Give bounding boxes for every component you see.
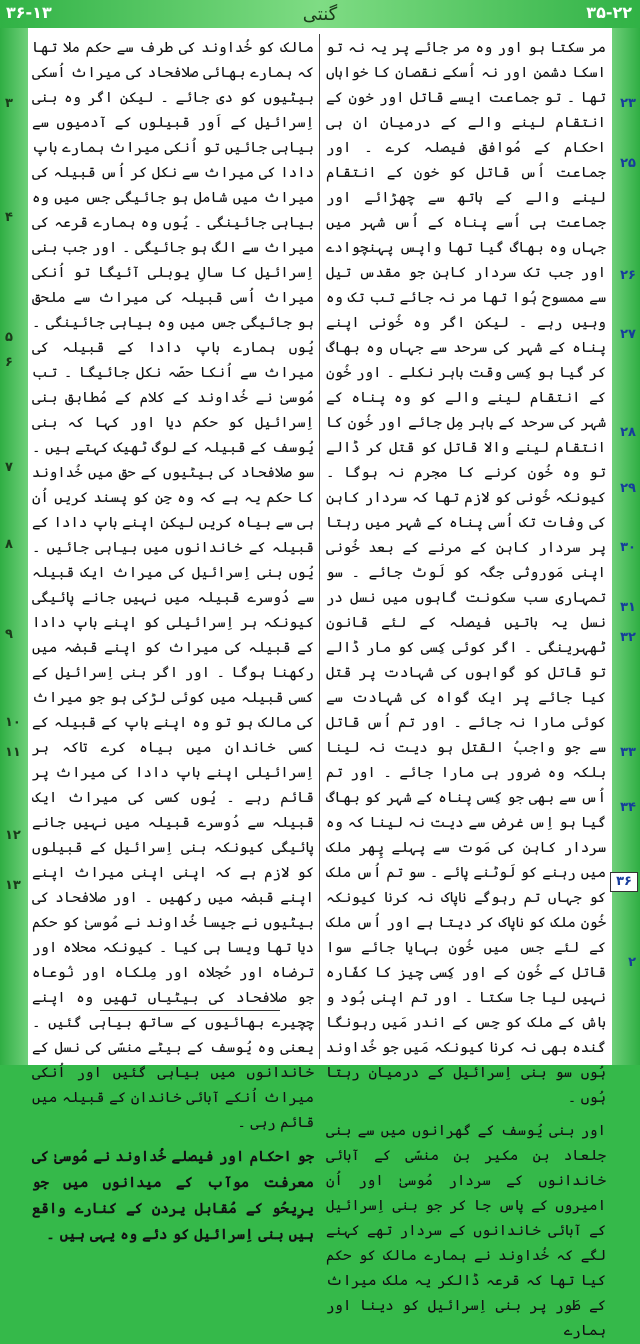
right-verse-number: ۳۱ <box>620 600 636 615</box>
right-verse-number: ۲۷ <box>620 327 636 342</box>
right-verse-number: ۳۴ <box>620 800 636 815</box>
left-verse-number: ۳ <box>5 96 13 111</box>
right-verse-number: ۳۳ <box>620 745 636 760</box>
right-verse-number: ۲۶ <box>620 268 636 283</box>
left-verse-number: ۹ <box>5 627 13 642</box>
right-chapter-reference: ۳۵-۲۲ <box>586 3 632 22</box>
right-column-paragraph-2: اور بنی یُوسف کے گھرانوں میں سے بنی جلعاد بن مکیر بن منسّی کے آبائی خاندانوں کے سردار مُوسیٰ اور اُن امیروں کے پاس جا کر جو بنی اِسرائیل کے آبائی خاندانوں کے سردار تھے کہنے لگے کہ خُداوند نے ہمارے مالک کو حکم کیا تھا کہ قرعہ ڈالکر یہ ملک میراث کے طَور پر بنی اِسرائیل کو دینا اور ہمارے <box>326 1123 606 1339</box>
chapter-marker: ۳۶ <box>610 872 638 892</box>
left-verse-number: ۴ <box>5 210 13 225</box>
right-verse-number: ۲۳ <box>620 96 636 111</box>
page-header <box>0 0 640 28</box>
column-divider <box>319 34 320 1059</box>
left-column-paragraph: مالک کو خُداوند کی طرف سے حکم ملا تھا کہ ہمارے بھائی صلافحاد کی میراث اُسکی بیٹیوں کو دی جائے ۔ لیکن اگر وہ بنی اِسرائیل کے اَور قبیلوں کے آدمیوں سے بیاہی جائیں تو اُنکی میراث ہمارے باپ دادا کی میراث سے نکل کر اُس قبیلہ کی میراث میں شامل ہو جائیگی جس میں وہ بیاہی جائینگی ۔ یُوں وہ ہمارے قرعہ کی میراث سے الگ ہو جائیگی ۔ اور جب بنی اِسرائیل کا سالِ یوبلی آئیگا تو اُنکی میراث اُسی قبیلہ کی میراث سے ملحق ہو جائیگی جس میں وہ بیاہی جائینگی ۔ یُوں ہمارے باپ دادا کے قبیلہ کی میراث سے اُنکا حصّہ نکل جائیگا ۔ تب مُوسیٰ نے خُداوند کے کلام کے مُطابق بنی اِسرائیل کو حکم دیا اور کہا کہ بنی یُوسف کے قبیلہ کے لوگ ٹھیک کہتے ہیں ۔ سو صلافحاد کی بیٹیوں کے حق میں خُداوند کا حکم یہ ہے کہ وہ جِن کو پسند کریں اُن ہی سے بیاہ کریں لیکن اپنے باپ دادا کے قبیلہ کے خاندانوں میں بیاہی جائیں ۔ یُوں بنی اِسرائیل کی میراث ایک قبیلہ سے دُوسرے قبیلہ میں نہیں جانے پائیگی کیونکہ ہر اِسرائیلی کو اپنے باپ دادا کے قبیلہ کی میراث کو اپنے قبضہ میں رکھنا ہوگا ۔ اور اگر بنی اِسرائیل کے کسی قبیلہ میں کوئی لڑکی ہو جو میراث کی مالک ہو تو وہ اپنے باپ کے قبیلہ کے کسی خاندان میں بیاہ کرے تاکہ ہر اِسرائیلی اپنے باپ دادا کی میراث پر قائم رہے ۔ یُوں کسی کی میراث ایک قبیلہ سے دُوسرے قبیلہ میں نہیں جانے پائیگی کیونکہ بنی اِسرائیل کے قبیلوں کو لازم ہے کہ اپنی اپنی میراث اپنے اپنے قبضہ میں رکھیں ۔ اور صلافحاد کی بیٹیوں نے جیسا خُداوند نے مُوسیٰ کو حکم دیا تھا ویسا ہی کیا ۔ کیونکہ محلاہ اور ترضاہ اور حُجلاہ اور مِلکاہ اور نُوعاہ جو صلافحاد کی بیٹیاں تھیں وہ اپنے چچیرے بھائیوں کے ساتھ بیاہی گئیں ۔ یعنی وہ یُوسف کے بیٹے منسّی کی نسل کے خاندانوں میں بیاہی گئیں اور اُنکی میراث اُنکے آبائی خاندان کے قبیلہ میں قائم رہی ۔ <box>32 40 314 1131</box>
right-column-text <box>326 36 606 1344</box>
left-column-text <box>32 36 314 1248</box>
right-verse-number: ۳۲ <box>620 630 636 645</box>
right-verse-number: ۲۵ <box>620 156 636 171</box>
right-verse-number: ۲۹ <box>620 481 636 496</box>
right-column-paragraph: مر سکتا ہو اور وہ مر جائے پر یہ نہ تو اسکا دشمن اور نہ اُسکے نقصان کا خواہاں تھا ۔ تو جماعت ایسے قاتل اور خون کے انتقام لینے والے کے درمیان ان ہی احکام کے مُوافق فیصلہ کرے ۔ اور جماعت اُس قاتل کو خون کے انتقام لینے والے کے ہاتھ سے چھڑائے اور جماعت ہی اُسے پناہ کے اُس شہر میں جہاں وہ بھاگ گیا تھا واپس پہنچوادے اور جب تک سردار کاہن جو مقدس تیل سے ممسوح ہُوا تھا مر نہ جائے تب تک وہ وہیں رہے ۔ لیکن اگر وہ خُونی اپنے پناہ کے شہر کی سرحد سے جہاں وہ بھاگ کر گیا ہو کِسی وقت باہر نکلے ۔ اور خُون کے انتقام لینے والے کو وہ پناہ کے شہر کی سرحد کے باہر مِل جائے اور خُون کا انتقام لینے والا قاتل کو قتل کر ڈالے تو وہ خُون کرنے کا مجرم نہ ہوگا ۔ کیونکہ خُونی کو لازم تھا کہ سردار کاہن کی وفات تک اُسی پناہ کے شہر میں رہتا پر سردار کاہن کے مرنے کے بعد خُونی اپنی مَوروثی جگہ کو لَوٹ جائے ۔ سو تمہاری سب سکونت گاہوں میں نسل در نسل یہ باتیں فیصلہ کے لئے قانون ٹھہرینگی ۔ اگر کوئی کِسی کو مار ڈالے تو قاتل کو گواہوں کی شہادت پر قتل کیا جائے پر ایک گواہ کی شہادت سے کوئی مارا نہ جائے ۔ اور تم اُس قاتل سے جو واجبُ القتل ہو دیت نہ لینا بلکہ وہ ضرور ہی مارا جائے ۔ اور تم اُس سے بھی جو کِسی پناہ کے شہر کو بھاگ گیا ہو اِس غرض سے دیت نہ لینا کہ وہ سردار کاہن کی مَوت سے پہلے پِھر ملک میں رہنے کو لَوٹنے پائے ۔ سو تم اُس ملک کو جہاں تم رہوگے ناپاک نہ کرنا کیونکہ خُون ملک کو ناپاک کر دیتا ہے اور اُس ملک کے لئے جس میں خُون بہایا جائے سوا قاتل کے خُون کے اور کِسی چیز کا کفّارہ نہیں لیا جا سکتا ۔ اور تم اپنی بُود و باش کے ملک کو جِس کے اندر مَیں رہونگا گندہ بھی نہ کرنا کیونکہ مَیں جو خُداوند ہُوں سو بنی اِسرائیل کے درمیان رہتا ہُوں ۔ <box>326 40 606 1106</box>
left-verse-number: ۸ <box>5 537 13 552</box>
book-title: گنتی <box>302 4 338 25</box>
left-chapter-reference: ۳۶-۱۳ <box>6 3 52 22</box>
left-verse-number: ۱۱ <box>5 745 21 760</box>
right-verse-number: ۲۸ <box>620 425 636 440</box>
left-verse-number: ۱۲ <box>5 828 21 843</box>
left-verse-number: ۷ <box>5 460 13 475</box>
left-verse-number: ۱۳ <box>5 878 21 893</box>
right-verse-number: ۳۰ <box>620 540 636 555</box>
left-verse-number: ۱۰ <box>5 715 21 730</box>
end-of-book-rule <box>100 1010 280 1011</box>
right-verse-number: ۲ <box>628 955 636 970</box>
left-verse-number: ۵ <box>5 330 13 345</box>
left-verse-number: ۶ <box>5 355 13 370</box>
closing-verse: جو احکام اور فیصلے خُداوند نے مُوسیٰ کی معرفت موآب کے میدانوں میں جو یرِیحُو کے مُقابل یردن کے کنارے واقع ہیں بنی اِسرائیل کو دئے وہ یہی ہیں ۔ <box>32 1148 314 1243</box>
